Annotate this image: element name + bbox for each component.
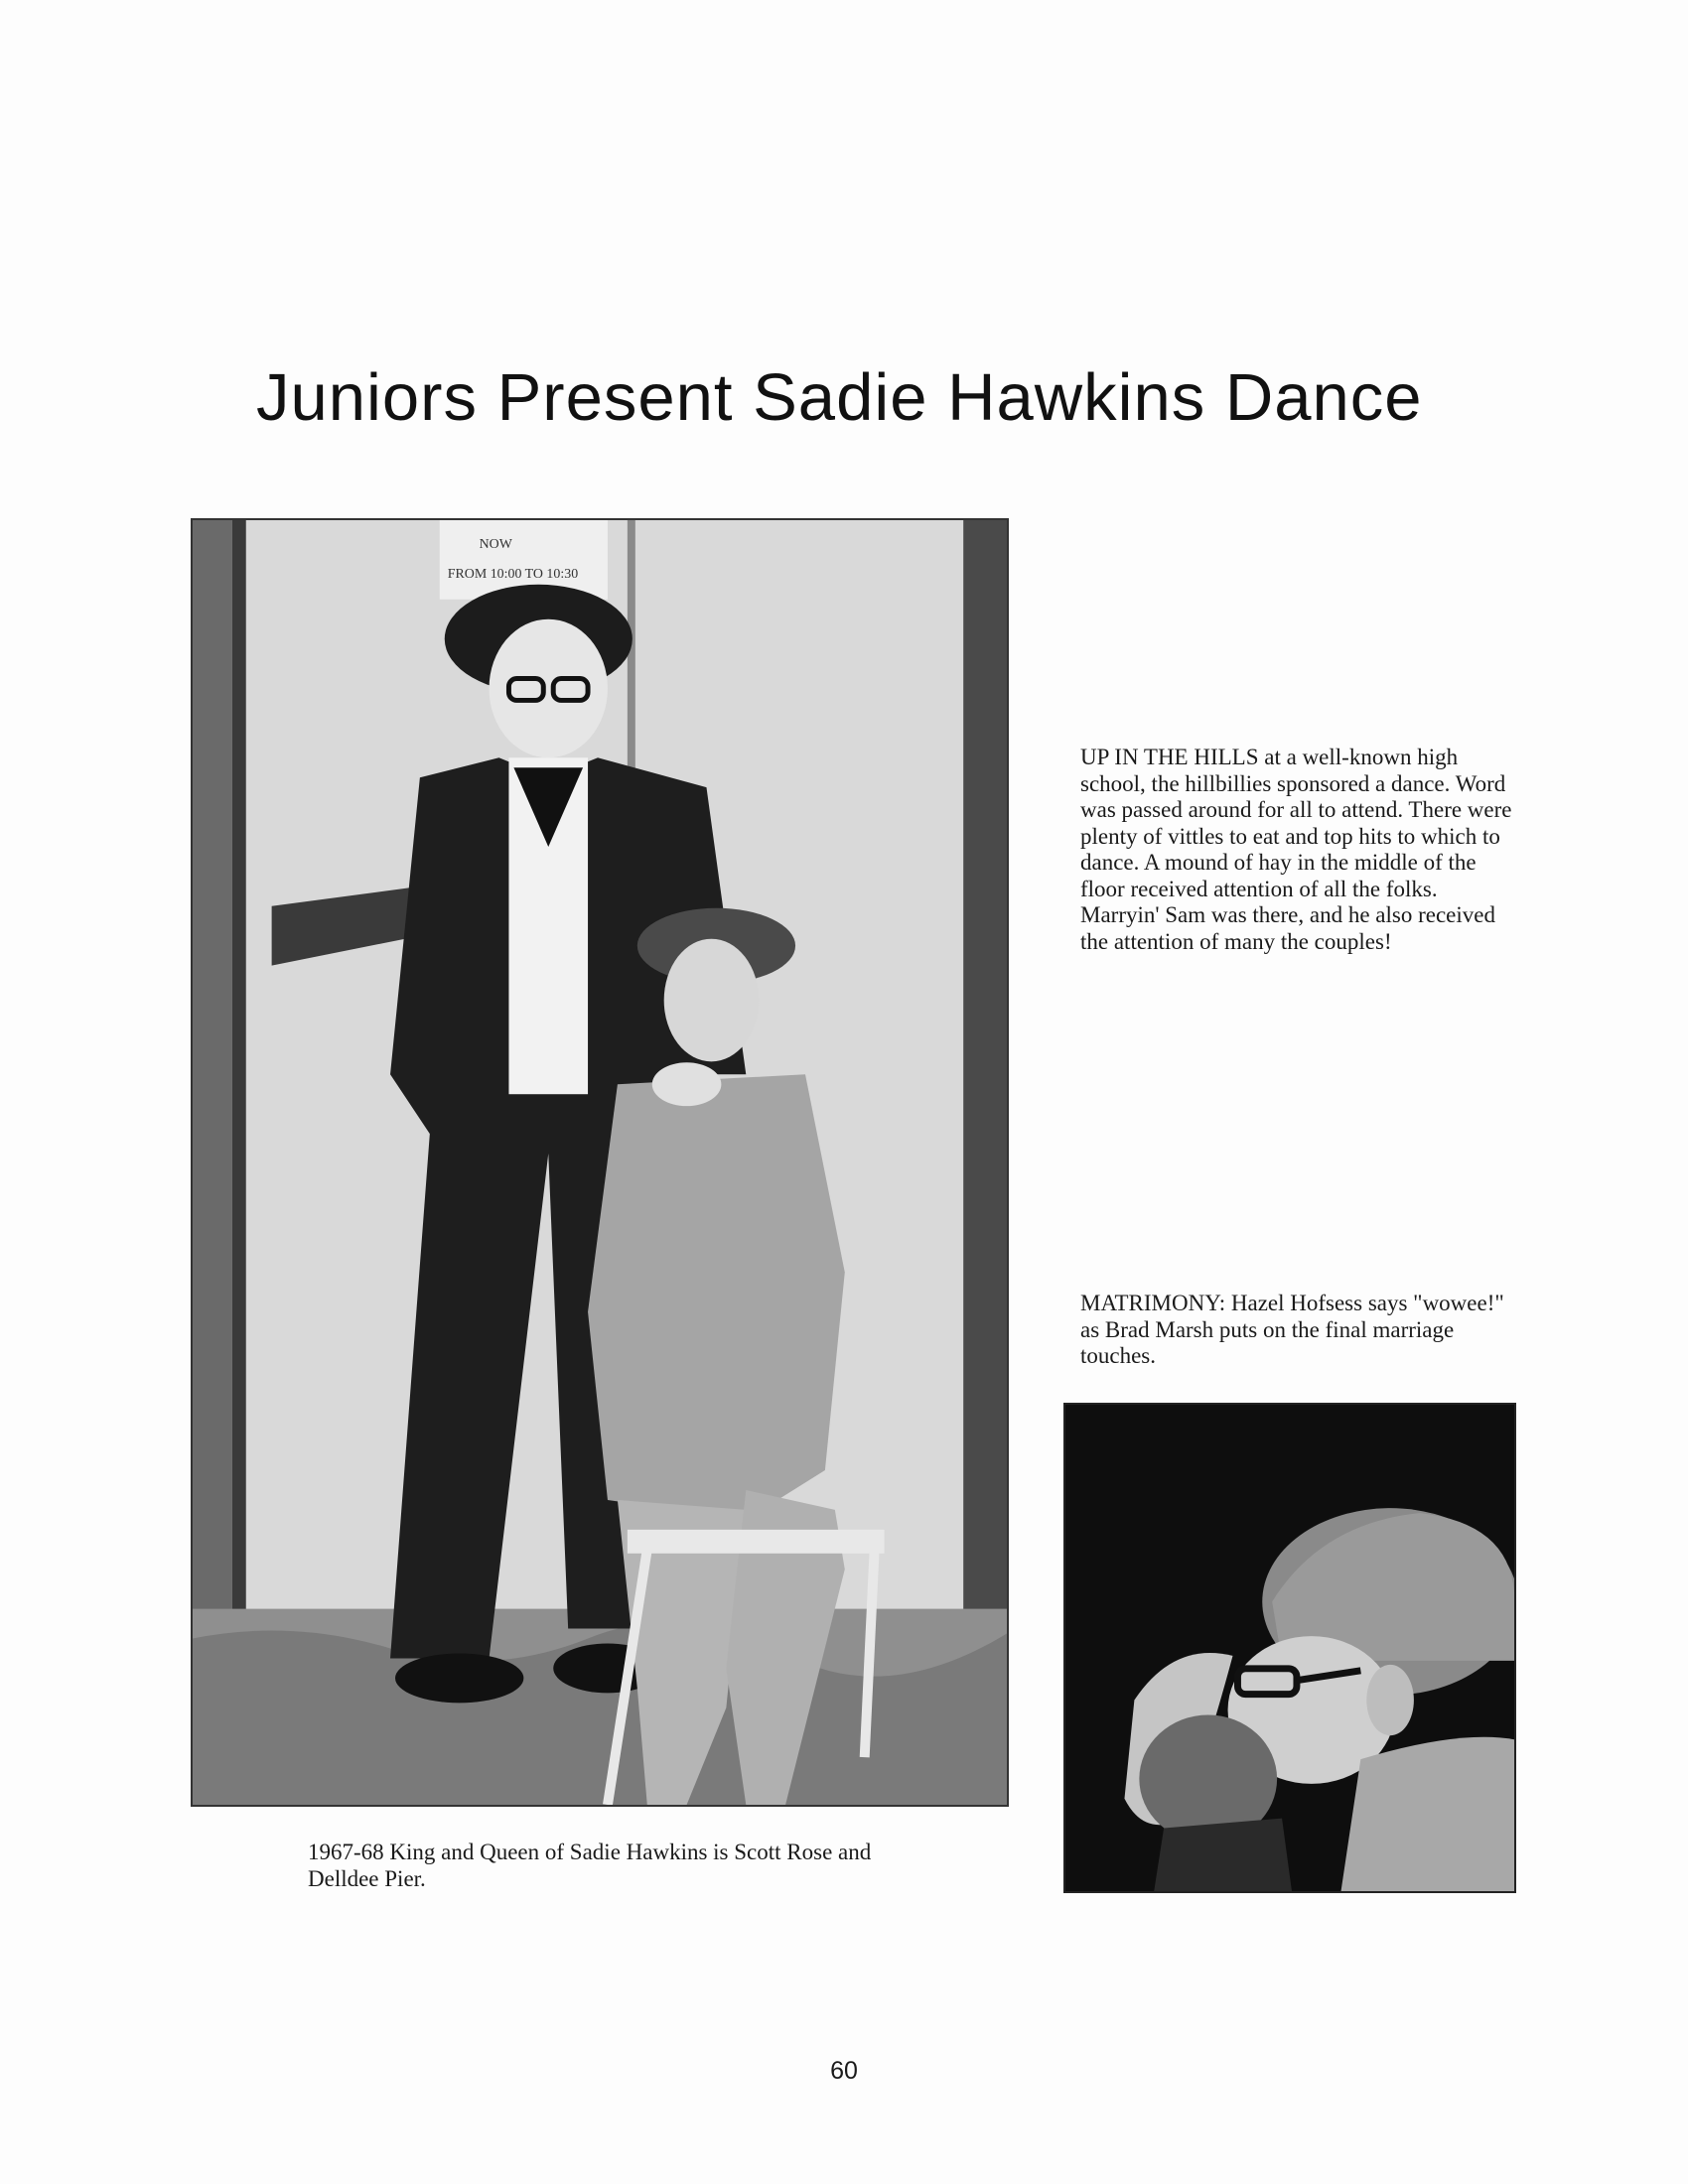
page-number: 60 [830,2057,858,2085]
sign-text-time: FROM 10:00 TO 10:30 [447,566,579,582]
story-text: UP IN THE HILLS at a well-known high school, the hillbillies sponsored a dance. Word was passed around for all to attend. There were plenty of vittles to eat and top hits to which to dance. A mound of hay in the middle of the floor received attention of all the folks. Marryin' Sam was there, and he also received the attention of many the couples! [1080,745,1512,954]
matrimony-photo-illustration [1065,1405,1514,1891]
sign-text-now: NOW [479,536,512,552]
matrimony-caption: MATRIMONY: Hazel Hofsess says "wowee!" as Brad Marsh puts on the final marriage touches. [1080,1291,1504,1368]
main-photo-caption: 1967-68 King and Queen of Sadie Hawkins is Scott Rose and Delldee Pier. [308,1840,872,1891]
page-title: Juniors Present Sadie Hawkins Dance [256,360,1423,435]
king-queen-photo-illustration [193,520,1007,1805]
matrimony-photo [1063,1403,1516,1893]
main-photo [191,518,1009,1807]
